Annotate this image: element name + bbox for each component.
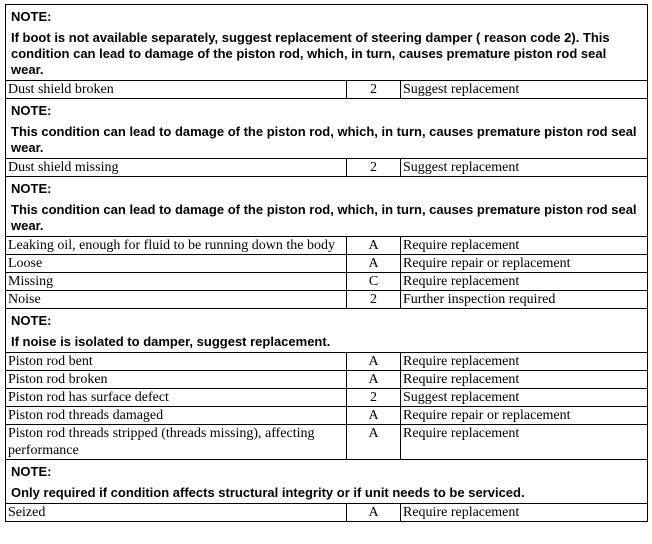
table-row — [6, 159, 648, 177]
table-row — [6, 291, 648, 309]
table-row — [6, 371, 648, 389]
table-row — [6, 353, 648, 371]
reason-code-cell: A — [347, 425, 401, 460]
table-row — [6, 504, 648, 522]
note-label: NOTE: — [11, 181, 52, 196]
action-cell: Suggest replacement — [401, 389, 648, 407]
note-text: If noise is isolated to damper, suggest replacement. — [11, 334, 331, 349]
note-row — [6, 460, 648, 504]
action-cell: Require replacement — [401, 504, 648, 522]
reason-code-cell: A — [347, 504, 401, 522]
note-cell — [6, 5, 648, 81]
note-cell — [6, 460, 648, 504]
table-row — [6, 81, 648, 99]
action-cell: Suggest replacement — [401, 81, 648, 99]
note-cell — [6, 309, 648, 353]
note-label: NOTE: — [11, 464, 52, 479]
note-text: This condition can lead to damage of the piston rod, which, in turn, causes premature piston rod seal wear. — [11, 202, 637, 233]
condition-cell: Piston rod bent — [6, 353, 347, 371]
note-row — [6, 5, 648, 81]
reason-code-cell: 2 — [347, 81, 401, 99]
note-text: This condition can lead to damage of the piston rod, which, in turn, causes premature piston rod seal wear. — [11, 124, 637, 155]
inspection-table — [5, 4, 648, 522]
inspection-table-body — [6, 5, 648, 522]
condition-cell: Piston rod threads damaged — [6, 407, 347, 425]
condition-cell: Missing — [6, 273, 347, 291]
condition-cell: Seized — [6, 504, 347, 522]
reason-code-cell: C — [347, 273, 401, 291]
action-cell: Require replacement — [401, 371, 648, 389]
action-cell: Require replacement — [401, 237, 648, 255]
reason-code-cell: 2 — [347, 291, 401, 309]
condition-cell: Piston rod threads stripped (threads missing), affecting performance — [6, 425, 347, 460]
table-row — [6, 389, 648, 407]
table-row — [6, 255, 648, 273]
note-cell — [6, 177, 648, 237]
reason-code-cell: A — [347, 371, 401, 389]
condition-cell: Piston rod broken — [6, 371, 347, 389]
action-cell: Require repair or replacement — [401, 255, 648, 273]
reason-code-cell: A — [347, 353, 401, 371]
table-row — [6, 237, 648, 255]
note-row — [6, 177, 648, 237]
note-cell — [6, 99, 648, 159]
note-row — [6, 309, 648, 353]
table-row — [6, 273, 648, 291]
action-cell: Require repair or replacement — [401, 407, 648, 425]
condition-cell: Dust shield missing — [6, 159, 347, 177]
note-label: NOTE: — [11, 103, 52, 118]
action-cell: Require replacement — [401, 273, 648, 291]
action-cell: Require replacement — [401, 353, 648, 371]
note-text: Only required if condition affects structural integrity or if unit needs to be serviced. — [11, 485, 525, 500]
note-label: NOTE: — [11, 313, 52, 328]
reason-code-cell: 2 — [347, 159, 401, 177]
table-row — [6, 407, 648, 425]
reason-code-cell: A — [347, 237, 401, 255]
note-row — [6, 99, 648, 159]
action-cell: Suggest replacement — [401, 159, 648, 177]
condition-cell: Loose — [6, 255, 347, 273]
reason-code-cell: 2 — [347, 389, 401, 407]
condition-cell: Noise — [6, 291, 347, 309]
reason-code-cell: A — [347, 255, 401, 273]
action-cell: Require replacement — [401, 425, 648, 460]
condition-cell: Leaking oil, enough for fluid to be running down the body — [6, 237, 347, 255]
condition-cell: Piston rod has surface defect — [6, 389, 347, 407]
condition-cell: Dust shield broken — [6, 81, 347, 99]
note-text: If boot is not available separately, suggest replacement of steering damper ( reason code 2). This condition can lead to damage of the piston rod, which, in turn, causes premature piston rod seal wear. — [11, 30, 610, 77]
note-label: NOTE: — [11, 9, 52, 24]
reason-code-cell: A — [347, 407, 401, 425]
action-cell: Further inspection required — [401, 291, 648, 309]
table-row — [6, 425, 648, 460]
